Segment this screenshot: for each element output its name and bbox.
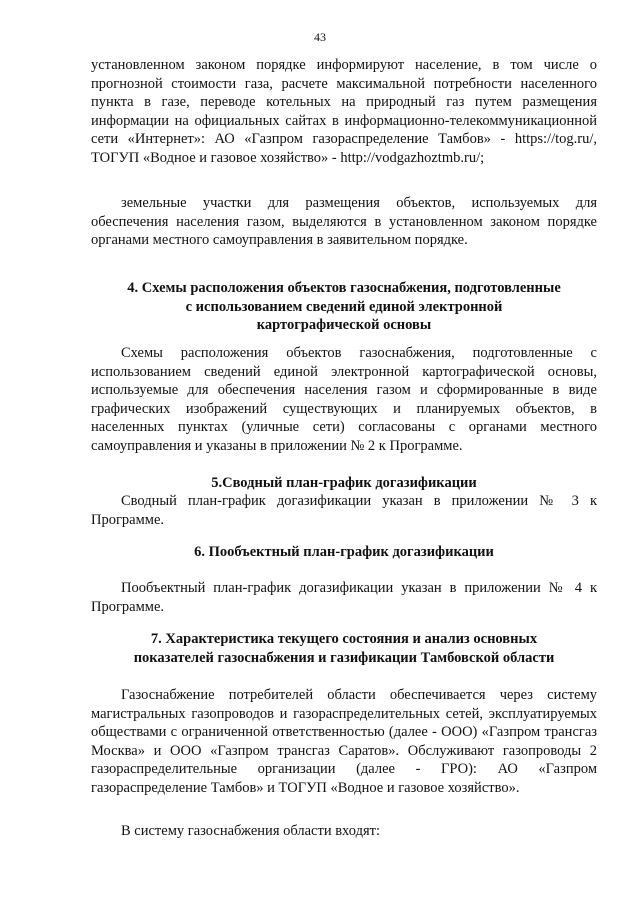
section-4-heading (91, 279, 597, 335)
section-7-heading-line-2: показателей газоснабжения и газификации Тамбовской области (133, 649, 555, 666)
paragraph-system-includes: В систему газоснабжения области входят: (121, 823, 380, 839)
section-4-heading-line-1: 4. Схемы расположения объектов газоснабжения, подготовленные (127, 280, 561, 296)
paragraph-gas-supply: Газоснабжение потребителей области обеспечивается через систему магистральных газопроводов и газораспределительных сетей, эксплуатируемых обществами с ограниченной ответственностью (далее - ООО) «Газпром трансгаз Москва» и ООО «Газпром трансгаз Саратов». Обслуживают газопроводы 2 газораспределительные организации (далее - ГРО): АО «Газпром газораспределение Тамбов» и ТОГУП «Водное и газовое хозяйство». (91, 687, 597, 796)
section-7-heading-line-1: 7. Характеристика текущего состояния и анализ основных (150, 631, 538, 647)
paragraph-summary-plan: Сводный план-график догазификации указан в приложении № 3 к Программе. (91, 493, 597, 528)
section-5-heading: 5.Сводный план-график догазификации (211, 475, 477, 491)
section-7-heading (91, 630, 597, 667)
paragraph-object-plan: Пообъектный план-график догазификации указан в приложении № 4 к Программе. (91, 580, 597, 615)
paragraph-land-plots: земельные участки для размещения объектов, используемых для обеспечения населения газом, выделяются в установленном законом порядке органами местного самоуправления в заявительном порядке. (91, 195, 597, 248)
page-number: 43 (314, 30, 326, 44)
paragraph-info-population: установленном законом порядке информируют население, в том числе о прогнозной стоимости газа, расчете максимальной потребности населенного пункта в газе, переводе котельных на природный газ путем размещения информации на официальных сайтах в информационно-телекоммуникационной сети «Интернет»: АО «Газпром газораспределение Тамбов» - https://tog.ru/, ТОГУП «Водное и газовое хозяйство» - http://vodgazhoztmb.ru/; (91, 57, 597, 166)
section-4-heading-line-3: картографической основы (256, 317, 432, 333)
section-4-heading-line-2: с использованием сведений единой электронной (185, 298, 503, 315)
section-6-heading: 6. Пообъектный план-график догазификации (194, 544, 494, 560)
paragraph-schemes: Схемы расположения объектов газоснабжения, подготовленные с использованием сведений единой электронной картографической основы, используемые для обеспечения населения газом и сформированные в виде графических изображений существующих и планируемых объектов, в населенных пунктах (уличные сети) согласованы с органами местного самоуправления и указаны в приложении № 2 к Программе. (91, 345, 597, 454)
